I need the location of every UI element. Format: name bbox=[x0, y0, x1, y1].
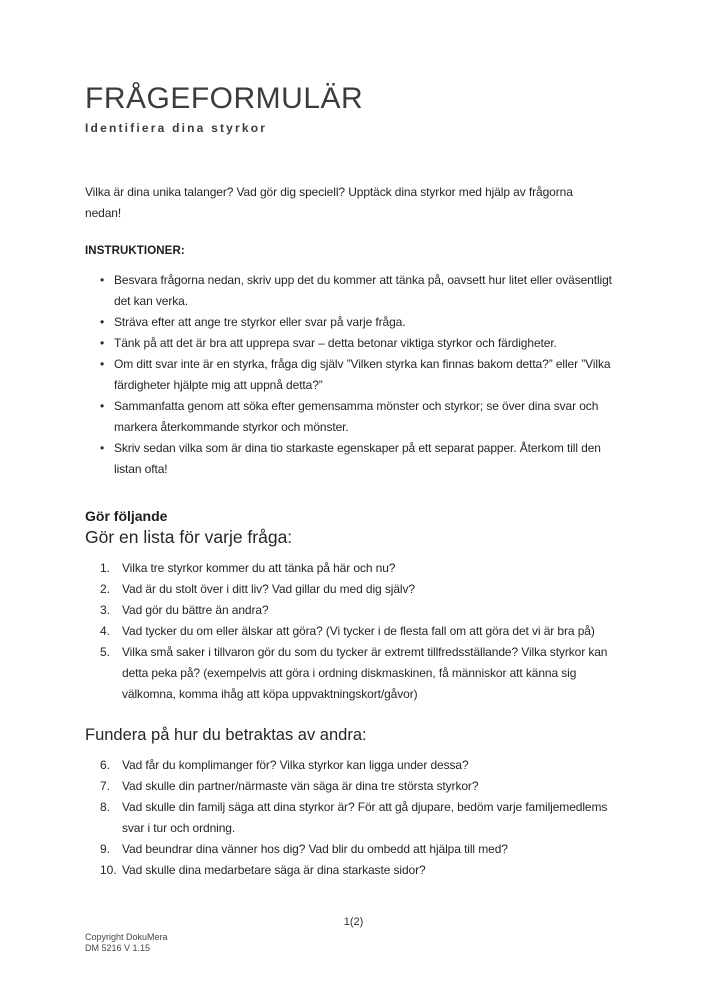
footer-page-number: 1(2) bbox=[343, 916, 364, 928]
question-number: 10. bbox=[100, 863, 117, 877]
question-number: 6. bbox=[100, 758, 111, 772]
question-item bbox=[85, 776, 627, 797]
instruction-text: Skriv sedan vilka som är dina tio starkaste egenskaper på ett separat papper. Återkom till den listan ofta! bbox=[114, 441, 601, 476]
question-text: Vad gör du bättre än andra? bbox=[122, 603, 269, 617]
question-item bbox=[85, 860, 627, 881]
question-text: Vad skulle dina medarbetare säga är dina starkaste sidor? bbox=[122, 863, 426, 877]
question-text: Vilka tre styrkor kommer du att tänka på här och nu? bbox=[122, 561, 396, 575]
instruction-item bbox=[85, 396, 627, 438]
instructions-list bbox=[85, 270, 627, 480]
bullet-icon: • bbox=[100, 441, 105, 455]
instruction-text: Besvara frågorna nedan, skriv upp det du kommer att tänka på, oavsett hur litet eller oväsentligt det kan verka. bbox=[114, 273, 612, 308]
question-text: Vad skulle din familj säga att dina styrkor är? För att gå djupare, bedöm varje familjemedlems svar i tur och ordning. bbox=[122, 800, 608, 835]
question-number: 7. bbox=[100, 779, 111, 793]
question-text: Vad tycker du om eller älskar att göra? (Vi tycker i de flesta fall om att göra det vi är bra på) bbox=[122, 624, 595, 638]
instruction-item bbox=[85, 438, 627, 480]
question-item bbox=[85, 839, 627, 860]
question-text: Vad får du komplimanger för? Vilka styrkor kan ligga under dessa? bbox=[122, 758, 469, 772]
instruction-text: Tänk på att det är bra att upprepa svar – detta betonar viktiga styrkor och färdigheter. bbox=[114, 336, 557, 350]
bullet-icon: • bbox=[100, 273, 105, 287]
question-text: Vad beundrar dina vänner hos dig? Vad blir du ombedd att hjälpa till med? bbox=[122, 842, 508, 856]
bullet-icon: • bbox=[100, 336, 105, 350]
page-subtitle: Identifiera dina styrkor bbox=[85, 121, 268, 135]
question-item bbox=[85, 755, 627, 776]
question-number: 1. bbox=[100, 561, 111, 575]
instruction-item bbox=[85, 312, 627, 333]
question-item bbox=[85, 579, 627, 600]
question-item bbox=[85, 797, 627, 839]
question-item bbox=[85, 642, 627, 705]
question-number: 9. bbox=[100, 842, 111, 856]
instruction-item bbox=[85, 270, 627, 312]
question-text: Vad är du stolt över i ditt liv? Vad gillar du med dig själv? bbox=[122, 582, 415, 596]
question-list-2 bbox=[85, 755, 627, 881]
question-number: 2. bbox=[100, 582, 111, 596]
question-text: Vad skulle din partner/närmaste vän säga är dina tre största styrkor? bbox=[122, 779, 479, 793]
instruction-item bbox=[85, 354, 627, 396]
instruction-text: Sträva efter att ange tre styrkor eller svar på varje fråga. bbox=[114, 315, 406, 329]
instructions-heading: INSTRUKTIONER: bbox=[85, 245, 185, 257]
question-text: Vilka små saker i tillvaron gör du som du tycker är extremt tillfredsställande? Vilka styrkor kan detta peka på? (exempelvis att göra i ordning diskmaskinen, få människor att känna sig välkomna, komma ihåg att köpa uppvaktningskort/gåvor) bbox=[122, 645, 608, 701]
instruction-text: Sammanfatta genom att söka efter gemensamma mönster och styrkor; se över dina svar och markera återkommande styrkor och mönster. bbox=[114, 399, 599, 434]
question-number: 8. bbox=[100, 800, 111, 814]
question-list-1 bbox=[85, 558, 627, 705]
section-heading-betraktas-av-andra: Fundera på hur du betraktas av andra: bbox=[85, 726, 367, 744]
question-item bbox=[85, 600, 627, 621]
question-item bbox=[85, 621, 627, 642]
instruction-text: Om ditt svar inte är en styrka, fråga dig själv ”Vilken styrka kan finnas bakom detta?” eller ”Vilka färdigheter hjälpte mig att uppnå detta?” bbox=[114, 357, 611, 392]
bullet-icon: • bbox=[100, 399, 105, 413]
question-number: 5. bbox=[100, 645, 111, 659]
question-item bbox=[85, 558, 627, 579]
question-number: 4. bbox=[100, 624, 111, 638]
section-heading-lista-varje-fraga: Gör en lista för varje fråga: bbox=[85, 527, 293, 547]
copyright-line: Copyright DokuMera bbox=[85, 932, 168, 942]
bullet-icon: • bbox=[100, 315, 105, 329]
footer-copyright bbox=[85, 932, 168, 954]
section-heading-gor-foljande: Gör följande bbox=[85, 508, 168, 524]
question-number: 3. bbox=[100, 603, 111, 617]
page-title: FRÅGEFORMULÄR bbox=[85, 82, 364, 115]
intro-paragraph: Vilka är dina unika talanger? Vad gör dig speciell? Upptäck dina styrkor med hjälp av frågorna nedan! bbox=[85, 185, 573, 220]
instruction-item bbox=[85, 333, 627, 354]
bullet-icon: • bbox=[100, 357, 105, 371]
document-id: DM 5216 V 1.15 bbox=[85, 943, 151, 953]
